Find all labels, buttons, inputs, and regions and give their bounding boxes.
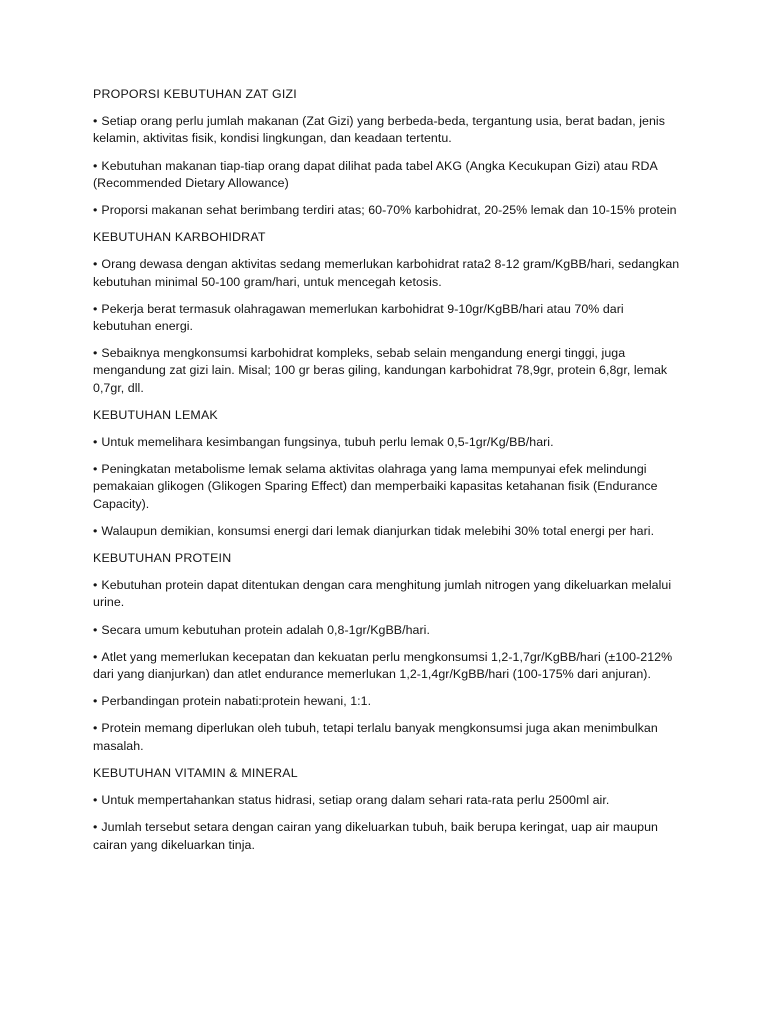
bullet-icon: •	[93, 158, 98, 173]
paragraph-text: Untuk memelihara kesimbangan fungsinya, tubuh perlu lemak 0,5-1gr/Kg/BB/hari.	[101, 435, 554, 450]
bullet-icon: •	[93, 622, 98, 637]
paragraph-text: Proporsi makanan sehat berimbang terdiri atas; 60-70% karbohidrat, 20-25% lemak dan 10-15% protein	[101, 203, 677, 218]
section-lemak	[93, 407, 683, 540]
bullet-paragraph	[93, 622, 683, 639]
paragraph-text: Jumlah tersebut setara dengan cairan yang dikeluarkan tubuh, baik berupa keringat, uap air maupun cairan yang dikeluarkan tinja.	[93, 820, 658, 852]
bullet-icon: •	[93, 462, 98, 477]
bullet-icon: •	[93, 346, 98, 361]
bullet-icon: •	[93, 694, 98, 709]
bullet-icon: •	[93, 114, 98, 129]
bullet-icon: •	[93, 793, 98, 808]
bullet-paragraph	[93, 649, 683, 683]
section-proporsi	[93, 86, 683, 219]
paragraph-text: Kebutuhan makanan tiap-tiap orang dapat dilihat pada tabel AKG (Angka Kecukupan Gizi) atau RDA (Recommended Dietary Allowance)	[93, 158, 658, 190]
section-vitamin-mineral	[93, 765, 683, 854]
paragraph-text: Atlet yang memerlukan kecepatan dan kekuatan perlu mengkonsumsi 1,2-1,7gr/KgBB/hari (±100-212% dari yang dianjurkan) dan atlet endurance memerlukan 1,2-1,4gr/KgBB/hari (100-175% dari anjuran).	[93, 649, 673, 682]
bullet-icon: •	[93, 820, 98, 835]
paragraph-text: Untuk mempertahankan status hidrasi, setiap orang dalam sehari rata-rata perlu 2500ml air.	[101, 793, 610, 808]
bullet-paragraph	[93, 819, 683, 853]
paragraph-text: Secara umum kebutuhan protein adalah 0,8-1gr/KgBB/hari.	[101, 622, 430, 637]
paragraph-text: Pekerja berat termasuk olahragawan memerlukan karbohidrat 9-10gr/KgBB/hari atau 70% dari kebutuhan energi.	[93, 301, 624, 334]
bullet-paragraph	[93, 113, 683, 147]
section-heading: KEBUTUHAN PROTEIN	[93, 551, 232, 566]
bullet-icon: •	[93, 649, 98, 664]
bullet-icon: •	[93, 203, 98, 218]
bullet-paragraph	[93, 158, 683, 192]
bullet-paragraph	[93, 202, 683, 219]
bullet-paragraph	[93, 301, 683, 335]
bullet-paragraph	[93, 577, 683, 611]
paragraph-text: Protein memang diperlukan oleh tubuh, tetapi terlalu banyak mengkonsumsi juga akan menimbulkan masalah.	[93, 721, 658, 753]
section-heading: KEBUTUHAN KARBOHIDRAT	[93, 230, 266, 245]
bullet-paragraph	[93, 461, 683, 513]
paragraph-text: Perbandingan protein nabati:protein hewani, 1:1.	[101, 694, 372, 709]
bullet-icon: •	[93, 523, 98, 538]
paragraph-text: Setiap orang perlu jumlah makanan (Zat Gizi) yang berbeda-beda, tergantung usia, berat badan, jenis kelamin, aktivitas fisik, kondisi lingkungan, dan keadaan tertentu.	[93, 114, 665, 146]
bullet-paragraph	[93, 345, 683, 397]
bullet-icon: •	[93, 257, 98, 272]
bullet-paragraph	[93, 693, 683, 710]
paragraph-text: Peningkatan metabolisme lemak selama aktivitas olahraga yang lama mempunyai efek melindungi pemakaian glikogen (Glikogen Sparing Effect) dan memperbaiki kapasitas ketahanan fisik (Endurance Capacity).	[93, 462, 658, 511]
document-page	[93, 86, 683, 864]
paragraph-text: Orang dewasa dengan aktivitas sedang memerlukan karbohidrat rata2 8-12 gram/KgBB/hari, sedangkan kebutuhan minimal 50-100 gram/hari, untuk mencegah ketosis.	[93, 257, 680, 289]
section-heading: KEBUTUHAN VITAMIN & MINERAL	[93, 765, 298, 780]
section-heading: PROPORSI KEBUTUHAN ZAT GIZI	[93, 87, 297, 101]
section-protein	[93, 550, 683, 755]
bullet-paragraph	[93, 792, 683, 809]
bullet-paragraph	[93, 523, 683, 540]
paragraph-text: Walaupun demikian, konsumsi energi dari lemak dianjurkan tidak melebihi 30% total energi per hari.	[101, 523, 655, 538]
bullet-icon: •	[93, 435, 98, 450]
section-heading: KEBUTUHAN LEMAK	[93, 407, 218, 422]
bullet-paragraph	[93, 720, 683, 754]
bullet-paragraph	[93, 256, 683, 290]
paragraph-text: Sebaiknya mengkonsumsi karbohidrat kompleks, sebab selain mengandung energi tinggi, juga mengandung zat gizi lain. Misal; 100 gr beras giling, kandungan karbohidrat 78,9gr, protein 6,8gr, lemak 0,7gr, dll.	[93, 346, 668, 395]
bullet-icon: •	[93, 721, 98, 736]
bullet-icon: •	[93, 578, 98, 593]
bullet-paragraph	[93, 434, 683, 451]
section-karbohidrat	[93, 229, 683, 397]
paragraph-text: Kebutuhan protein dapat ditentukan dengan cara menghitung jumlah nitrogen yang dikeluarkan melalui urine.	[93, 578, 672, 610]
bullet-icon: •	[93, 301, 98, 316]
